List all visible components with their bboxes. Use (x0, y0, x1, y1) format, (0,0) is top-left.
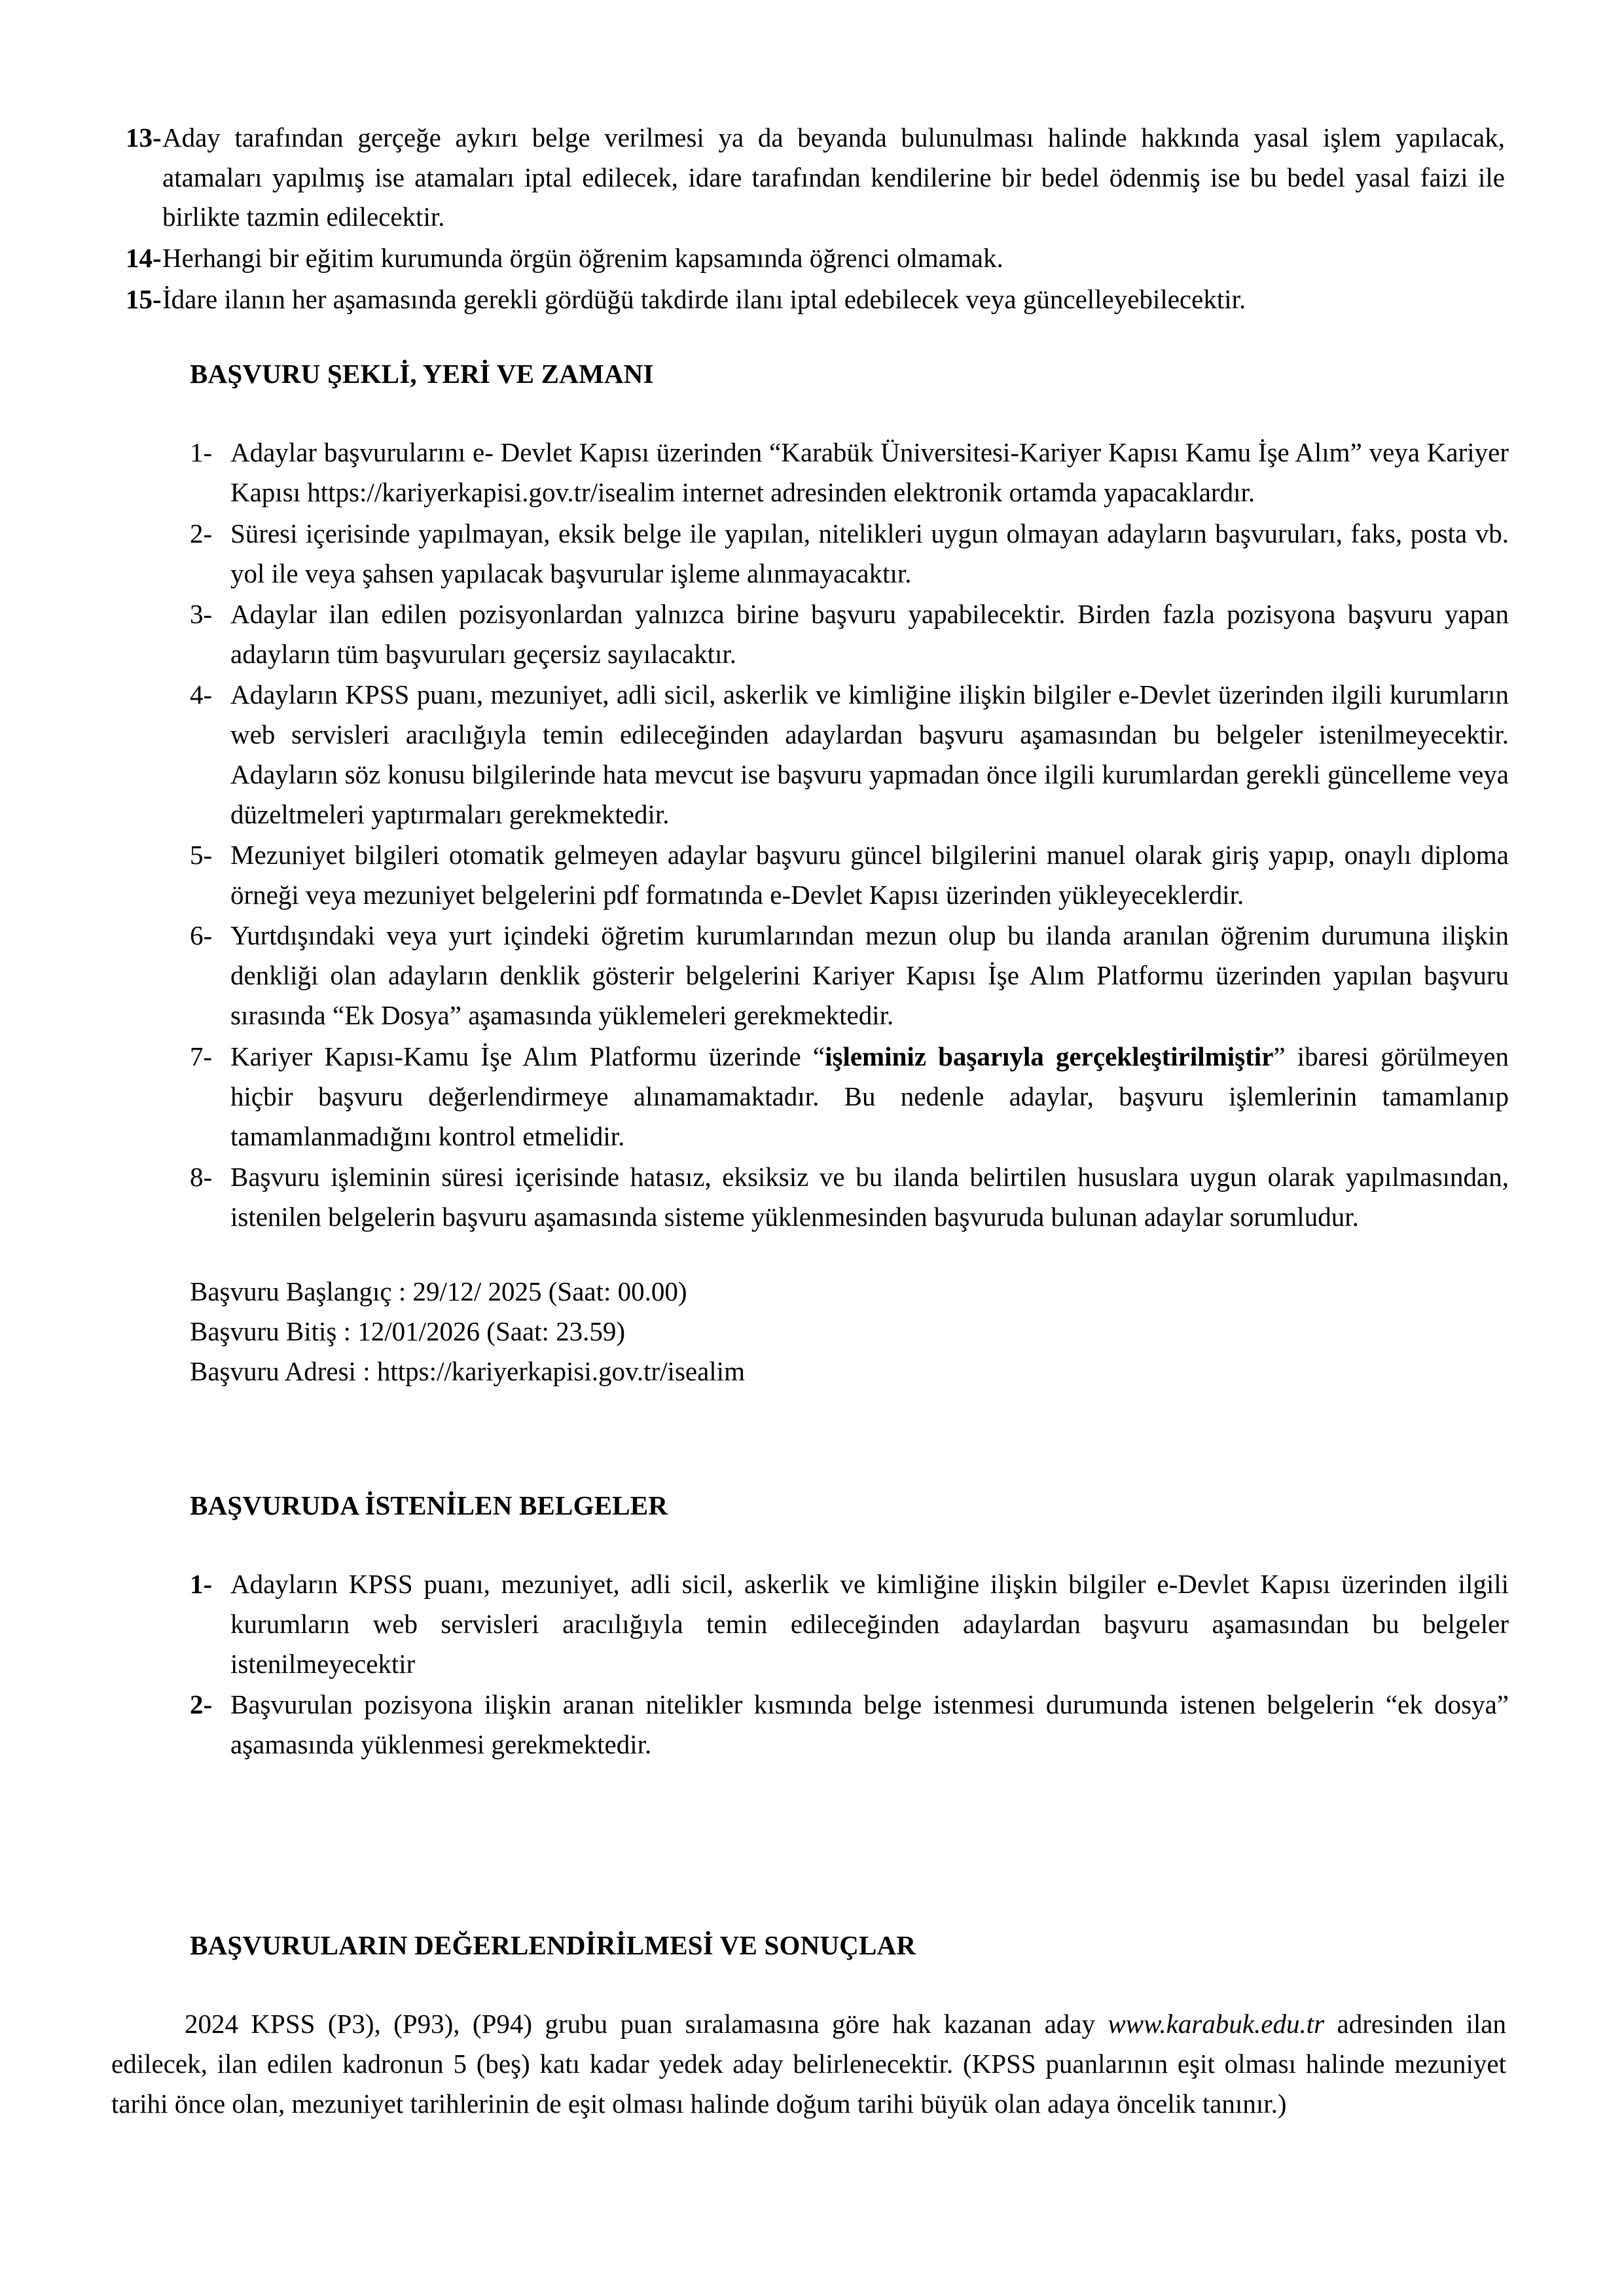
list-item (111, 238, 1513, 278)
application-address: Başvuru Adresi : https://kariyerkapisi.gov.tr/isealim (190, 1356, 745, 1387)
list-item-number: 5- (190, 840, 213, 870)
list-item-text: Başvurulan pozisyona ilişkin aranan nitelikler kısmında belge istenmesi durumunda istenen belgelerin “ek dosya” aşamasında yüklenmesi gerekmektedir. (230, 1689, 1509, 1760)
list-item-text: Herhangi bir eğitim kurumunda örgün öğrenim kapsamında öğrenci olmamak. (162, 243, 1003, 274)
list-item (190, 1685, 1513, 1765)
list-item-number: 7- (190, 1041, 213, 1071)
list-item-text: Adaylar ilan edilen pozisyonlardan yalnızca birine başvuru yapabilecektir. Birden fazla pozisyona başvuru yapan adayların tüm başvuruları geçersiz sayılacaktır. (230, 598, 1509, 669)
spacer (111, 389, 1513, 433)
list-item (190, 433, 1513, 512)
istenilen-belgeler-list (111, 1564, 1513, 1765)
spacer (111, 320, 1513, 358)
list-item (190, 1037, 1513, 1157)
list-item (190, 514, 1513, 594)
list-item (190, 916, 1513, 1035)
list-item (190, 1564, 1513, 1684)
list-item-text: Adaylar başvurularını e- Devlet Kapısı üzerinden “Karabük Üniversitesi-Kariyer Kapısı Kamu İşe Alım” veya Kariyer Kapısı https://kariyerkapisi.gov.tr/isealim internet adresinden elektronik ortamda yapacaklardır. (230, 437, 1509, 508)
basvuru-sekli-list (111, 433, 1513, 1237)
emphasis-success-phrase: işleminiz başarıyla gerçekleştirilmiştir (825, 1041, 1274, 1071)
application-end-date: Başvuru Bitiş : 12/01/2026 (Saat: 23.59) (190, 1316, 626, 1346)
section-heading-basvuru-sekli: BAŞVURU ŞEKLİ, YERİ VE ZAMANI (190, 359, 654, 389)
list-item-text: Aday tarafından gerçeğe aykırı belge verilmesi ya da beyanda bulunulması halinde hakkında yasal işlem yapılacak, atamaları yapılmış ise atamaları iptal edilecek, idare tarafından kendilerine bir bedel ödenmiş ise bu bedel yasal faizi ile birlikte tazmin edilecektir. (162, 122, 1505, 232)
list-item-text: Süresi içerisinde yapılmayan, eksik belge ile yapılan, nitelikleri uygun olmayan adayların başvuruları, faks, posta vb. yol ile veya şahsen yapılacak başvurular işleme alınmayacaktır. (230, 518, 1509, 588)
list-item-text: İdare ilanın her aşamasında gerekli gördüğü takdirde ilanı iptal edebilecek veya güncelleyebilecektir. (162, 283, 1246, 314)
spacer (111, 1238, 1513, 1272)
text-after: ” ibaresi görülmeyen hiçbir başvuru değerlendirmeye alınamamaktadır. Bu nedenle adaylar, başvuru işlemlerinin tamamlanıp tamamlanmadığını kontrol etmelidir. (230, 1041, 1509, 1151)
list-item-text (230, 1037, 1513, 1157)
text-before: Kariyer Kapısı-Kamu İşe Alım Platformu üzerinde “ (230, 1041, 825, 1071)
paragraph-text-before: 2024 KPSS (P3), (P93), (P94) grubu puan sıralamasına göre hak kazanan aday (185, 2008, 1108, 2039)
list-item (111, 279, 1513, 319)
list-item-text: Mezuniyet bilgileri otomatik gelmeyen adaylar başvuru güncel bilgilerini manuel olarak giriş yapıp, onaylı diploma örneği veya mezuniyet belgelerini pdf formatında e-Devlet Kapısı üzerinden yükleyeceklerdir. (230, 840, 1509, 910)
list-item-number: 1- (190, 437, 213, 468)
list-item-number: 1- (190, 1569, 213, 1600)
list-item-number: 15- (126, 283, 162, 314)
application-dates-block (111, 1272, 1513, 1391)
spacer (111, 1766, 1513, 1929)
list-item-number: 6- (190, 920, 213, 951)
list-item (190, 675, 1513, 834)
list-item (190, 835, 1513, 915)
spacer (111, 1391, 1513, 1490)
list-item-number: 2- (190, 1689, 213, 1720)
list-item-number: 2- (190, 518, 213, 548)
list-item-text: Adayların KPSS puanı, mezuniyet, adli sicil, askerlik ve kimliğine ilişkin bilgiler e-Devlet üzerinden ilgili kurumların web servisleri aracılığıyla temin edileceğinden adaylardan başvuru aşamasından bu belgeler istenilmeyecektir. Adayların söz konusu bilgilerinde hata mevcut ise başvuru yapmadan önce ilgili kurumlardan gerekli güncelleme veya düzeltmeleri yaptırmaları gerekmektedir. (230, 679, 1509, 830)
list-item (190, 1157, 1513, 1237)
spacer (111, 1961, 1513, 2004)
spacer (111, 1521, 1513, 1564)
list-item (190, 594, 1513, 674)
list-item-number: 14- (126, 243, 162, 274)
list-item-number: 13- (126, 122, 162, 152)
top-conditions-list (111, 118, 1513, 319)
list-item-number: 4- (190, 679, 213, 709)
section-heading-istenilen-belgeler: BAŞVURUDA İSTENİLEN BELGELER (190, 1490, 668, 1521)
list-item (111, 118, 1513, 237)
application-start-date: Başvuru Başlangıç : 29/12/ 2025 (Saat: 00.00) (190, 1276, 687, 1306)
evaluation-paragraph (111, 2004, 1513, 2124)
section-heading-degerlendirme: BAŞVURULARIN DEĞERLENDİRİLMESİ VE SONUÇLAR (190, 1929, 916, 1960)
list-item-text: Yurtdışındaki veya yurt içindeki öğretim kurumlarından mezun olup bu ilanda aranılan öğrenim durumuna ilişkin denkliği olan adayların denklik gösterir belgelerini Kariyer Kapısı İşe Alım Platformu üzerinden yapılan başvuru sırasında “Ek Dosya” aşamasında yüklemeleri gerekmektedir. (230, 920, 1509, 1031)
list-item-text: Adayların KPSS puanı, mezuniyet, adli sicil, askerlik ve kimliğine ilişkin bilgiler e-Devlet Kapısı üzerinden ilgili kurumların web servisleri aracılığıyla temin edileceğinden adaylardan başvuru aşamasından bu belgeler istenilmeyecektir (230, 1569, 1509, 1679)
paragraph-text-after: adresinden ilan edilecek, ilan edilen kadronun 5 (beş) katı kadar yedek aday belirlenecektir. (KPSS puanlarının eşit olması halinde mezuniyet tarihi önce olan, mezuniyet tarihlerinin de eşit olması halinde doğum tarihi büyük olan adaya öncelik tanınır.) (111, 2008, 1506, 2119)
list-item-text: Başvuru işleminin süresi içerisinde hatasız, eksiksiz ve bu ilanda belirtilen hususlara uygun olarak yapılmasından, istenilen belgelerin başvuru aşamasında sisteme yüklenmesinden başvuruda bulunan adaylar sorumludur. (230, 1161, 1509, 1232)
university-website-url: www.karabuk.edu.tr (1108, 2008, 1325, 2039)
list-item-number: 3- (190, 598, 213, 629)
list-item-number: 8- (190, 1161, 213, 1192)
